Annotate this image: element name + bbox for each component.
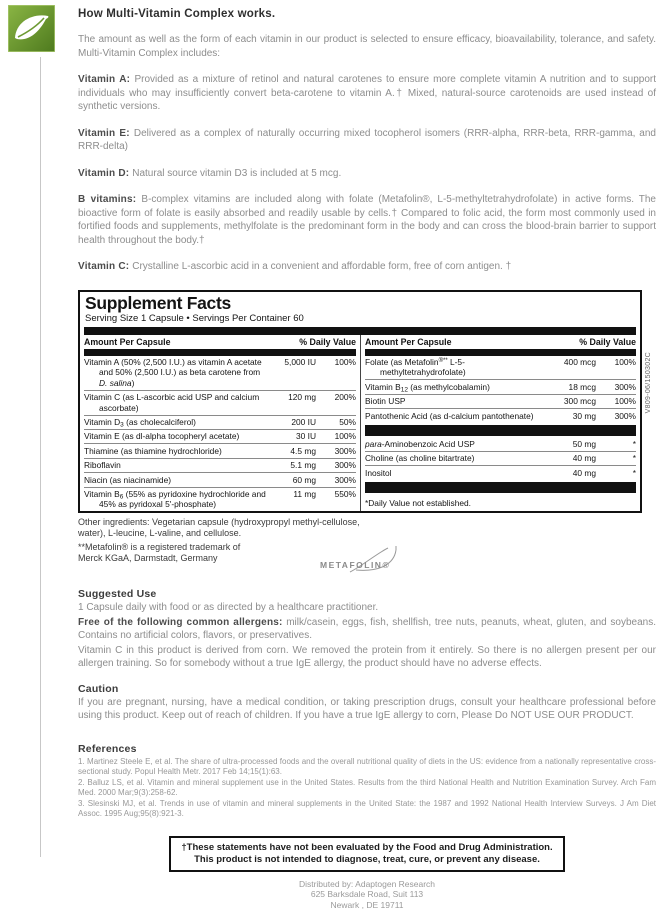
trademark-line1: **Metafolin® is a registered trademark of [78, 542, 241, 553]
table-row [84, 472, 356, 486]
nutrient-name: Folate (as Metafolin®** L-5-methyltetrahydrofolate) [365, 357, 466, 378]
nutrient-daily-value: * [632, 439, 636, 450]
distributor-line3: Newark , DE 19711 [330, 899, 404, 910]
distributor-line1: Distributed by: Adaptogen Research [298, 878, 436, 889]
distributor-block [78, 879, 656, 910]
dv-header-right: % Daily Value [579, 336, 636, 347]
facts-left-column [80, 335, 360, 512]
nutrient-amount: 5.1 mg [290, 460, 316, 471]
nutrient-daily-value: 300% [334, 445, 356, 456]
nutrient-amount: 11 mg [293, 489, 316, 500]
nutrient-daily-value: 50% [339, 417, 356, 428]
nutrient-name: Vitamin $B_{12}$ (as methylcobalamin) [365, 381, 490, 394]
nutrient-amount: 400 mcg [563, 357, 596, 367]
table-row [365, 408, 636, 422]
nutrient-daily-value: 100% [614, 357, 636, 367]
nutrient-amount: 18 mcg [568, 381, 596, 392]
daily-value-footnote: *Daily Value not established. [365, 497, 471, 508]
nutrient-name: Vitamin A (50% (2,500 I.U.) as vitamin A acetate and 50% (2,500 I.U.) as beta carotene from D. salina) [84, 357, 262, 388]
divider-bar [365, 425, 636, 436]
distributor-line2: 625 Barksdale Road, Suit 113 [310, 889, 424, 900]
nutrient-amount: 300 mcg [563, 396, 596, 407]
table-row [365, 451, 636, 465]
caution-text: If you are pregnant, nursing, have a medical condition, or taking prescription drugs, consult your healthcare professional before using this product. Keep out of reach of children. If you have a true IgE allergy to corn, Please Do NOT USE OUR PRODUCT. [78, 696, 656, 722]
nutrient-amount: 4.5 mg [290, 445, 316, 456]
serving-info: Serving Size 1 Capsule • Servings Per Container 60 [85, 312, 304, 324]
vitamin-descriptions [78, 73, 656, 274]
table-row [365, 356, 636, 380]
main-content [78, 6, 656, 910]
supplement-facts-title: Supplement Facts [85, 292, 231, 313]
nutrient-amount: 5,000 IU [284, 357, 316, 367]
vitamin-label: Vitamin D: [78, 167, 133, 179]
references-heading: References [78, 742, 137, 755]
divider-bar [84, 349, 356, 356]
nutrient-daily-value: 550% [334, 489, 356, 500]
nutrient-daily-value: 300% [614, 381, 636, 392]
nutrient-name: Choline (as choline bitartrate) [365, 453, 475, 464]
caution-heading: Caution [78, 682, 119, 695]
vitamin-label: Vitamin A: [78, 74, 135, 85]
table-row [84, 356, 356, 390]
nutrient-name: Riboflavin [84, 460, 121, 471]
vitamin-description: Vitamin A: Provided as a mixture of retinol and natural carotenes to ensure more complete vitamin A nutrition and to support individuals who may insufficiently convert beta-carotene to vitamin A.† Mixed, natural-source carotenoids are used instead of synthetic versions. [78, 74, 657, 112]
nutrient-amount: 30 mg [572, 410, 596, 421]
leaf-logo-icon [8, 5, 55, 52]
reference-item: 1. Martinez Steele E, et al. The share of ultra-processed foods and the overall nutritional quality of diets in the US: evidence from a nationally representative cross-sectional study. Popul Health Metr. 2017 Feb 14;15(1):63. [78, 756, 656, 777]
table-row [365, 394, 636, 408]
nutrient-amount: 40 mg [572, 453, 596, 464]
dv-header-left: % Daily Value [299, 336, 356, 347]
amount-header-left: Amount Per Capsule [84, 336, 171, 347]
nutrient-daily-value: 100% [334, 431, 356, 442]
divider-bar [84, 327, 636, 335]
table-row [365, 465, 636, 479]
allergens-paragraph [78, 616, 656, 643]
page-title: How Multi-Vitamin Complex works. [78, 8, 276, 20]
suggested-use-heading: Suggested Use [78, 588, 157, 601]
reference-item: 3. Slesinski MJ, et al. Trends in use of vitamin and mineral supplements in the United State: the 1987 and 1992 National Health Interview Surveys. J Am Diet Assoc. 1995 Aug;95(8):921-3. [78, 798, 656, 819]
nutrient-daily-value: 100% [334, 357, 356, 367]
fda-disclaimer-box [169, 836, 565, 872]
table-row [84, 458, 356, 472]
divider-bar [365, 349, 636, 356]
intro-paragraph: The amount as well as the form of each vitamin in our product is selected to ensure efficacy, bioavailability, tolerance, and safety. Multi-Vitamin Complex includes: [78, 34, 656, 59]
vitamin-description: B vitamins: B-complex vitamins are included along with folate (Metafolin®, L-5-methyltetrahydrofolate) in active forms. The bioactive form of folate is easily absorbed and readily usable by cells.† Compared to folic acid, the form most commonly used in fortified foods and supplements, methylfolate is the predominant form in the body and can cross the blood-brain barrier to support health throughout the body.† [78, 194, 656, 246]
nutrient-name: para-Aminobenzoic Acid USP [365, 439, 475, 450]
supplement-facts-panel [78, 290, 652, 514]
nutrient-name: Vitamin C (as L-ascorbic acid USP and calcium ascorbate) [84, 392, 260, 413]
nutrient-daily-value: 300% [614, 410, 636, 421]
left-vertical-rule [40, 57, 41, 857]
nutrient-daily-value: * [632, 467, 636, 478]
nutrient-daily-value: 300% [334, 460, 356, 471]
lot-code: V809-06/150302C [645, 351, 652, 413]
allergens-text: milk/casein, eggs, fish, shellfish, tree nuts, peanuts, wheat, gluten, and soybeans. Contains no artificial colors, flavors, or preservatives. [78, 616, 656, 642]
table-row [365, 438, 636, 451]
facts-left-rows [84, 356, 356, 512]
references-list [78, 757, 656, 820]
table-row [365, 379, 636, 393]
nutrient-name: Inositol [365, 467, 392, 478]
vitamin-description: Vitamin C: Crystalline L-ascorbic acid in a convenient and affordable form, free of corn antigen. † [78, 261, 512, 272]
nutrient-name: Vitamin $D_3$ (as cholecalciferol) [84, 417, 196, 429]
trademark-block [78, 542, 438, 576]
vitamin-description: Vitamin D: Natural source vitamin D3 is included at 5 mcg. [78, 167, 342, 179]
nutrient-name: Biotin USP [365, 396, 406, 407]
nutrient-amount: 200 IU [291, 417, 316, 428]
table-row [84, 429, 356, 443]
suggested-use-text: 1 Capsule daily with food or as directed by a healthcare practitioner. [78, 602, 379, 614]
nutrient-name: Thiamine (as thiamine hydrochloride) [84, 445, 222, 456]
fda-line2: This product is not intended to diagnose, treat, cure, or prevent any disease. [194, 853, 540, 865]
table-row [84, 415, 356, 429]
facts-right-rows-top [365, 356, 636, 423]
allergens-label: Free of the following common allergens: [78, 616, 283, 628]
table-row [84, 443, 356, 457]
vitamin-label: Vitamin E: [78, 127, 134, 139]
facts-columns [80, 335, 640, 512]
divider-bar [365, 482, 636, 493]
amount-header-right: Amount Per Capsule [365, 336, 452, 347]
corn-paragraph: Vitamin C in this product is derived from corn. We removed the protein from it entirely. So there is no allergen present per our allergen training. So for somebody without a true IgE allergy, the product should have no adverse effects. [78, 644, 656, 670]
nutrient-daily-value: 200% [334, 392, 356, 403]
nutrient-daily-value: * [632, 453, 636, 464]
nutrient-daily-value: 300% [334, 474, 356, 485]
nutrient-amount: 30 IU [295, 431, 316, 442]
facts-right-rows-bottom [365, 438, 636, 480]
nutrient-amount: 40 mg [572, 467, 596, 478]
nutrient-name: Pantothenic Acid (as d-calcium pantothenate) [365, 410, 534, 421]
nutrient-amount: 120 mg [288, 392, 316, 403]
vitamin-description: Vitamin E: Delivered as a complex of naturally occurring mixed tocopherol isomers (RRR-alpha, RRR-beta, RRR-gamma, and RRR-delta) [78, 127, 656, 152]
fda-line1: †These statements have not been evaluated by the Food and Drug Administration. [181, 841, 553, 853]
nutrient-amount: 60 mg [292, 474, 316, 485]
nutrient-name: Vitamin E (as dl-alpha tocopheryl acetate) [84, 431, 240, 442]
facts-right-column [360, 335, 640, 512]
table-row [84, 390, 356, 415]
metafolin-logo [310, 546, 420, 576]
metafolin-wordmark: METAFOLIN® [320, 560, 391, 571]
other-ingredients: Other ingredients: Vegetarian capsule (hydroxypropyl methyl-cellulose, water), L-leucine, L-valine, and cellulose. [78, 517, 360, 539]
reference-item: 2. Balluz LS, et al. Vitamin and mineral supplement use in the United States. Results from the third National Health and Nutrition Examination Survey. Arch Fam Med. 2000 Mar;9(3):258-62. [78, 777, 656, 798]
vitamin-label: Vitamin C: [78, 261, 133, 272]
vitamin-label: B vitamins: [78, 194, 142, 205]
trademark-line2: Merck KGaA, Darmstadt, Germany [78, 553, 218, 564]
nutrient-name: Niacin (as niacinamide) [84, 474, 172, 485]
nutrient-name: Vitamin $B_6$ (55% as pyridoxine hydrochloride and 45% as pyridoxal 5'-phosphate) [84, 489, 266, 510]
nutrient-amount: 50 mg [572, 439, 596, 450]
table-row [84, 487, 356, 512]
nutrient-daily-value: 100% [614, 396, 636, 407]
